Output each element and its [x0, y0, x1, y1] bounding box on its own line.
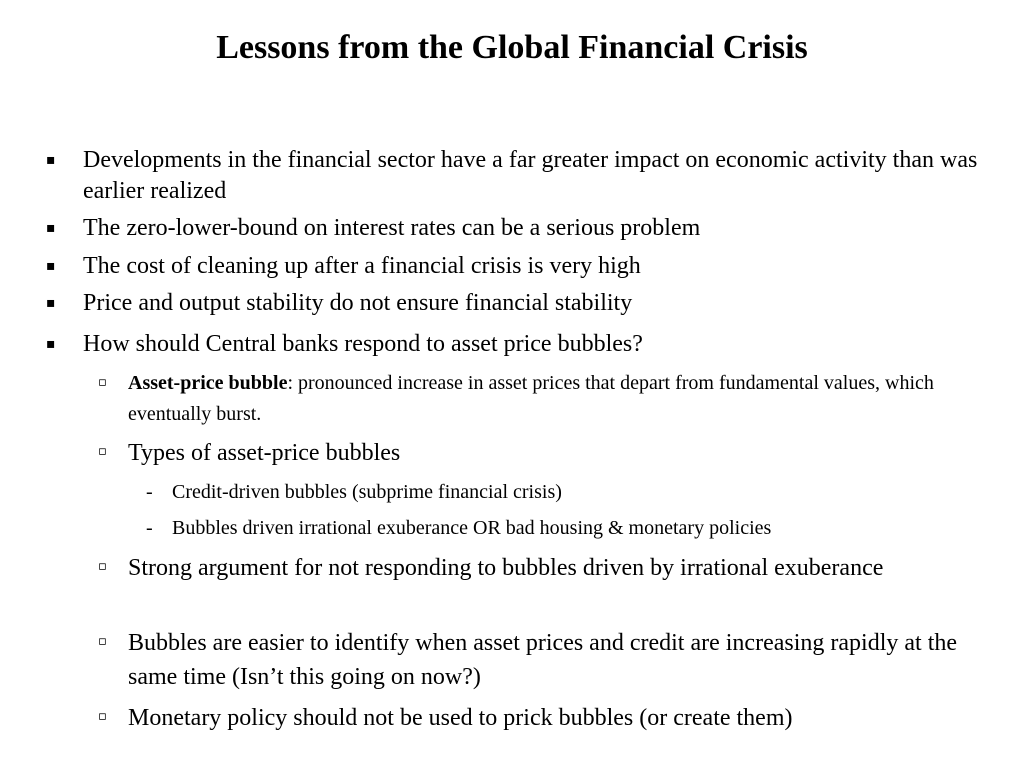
bullet-item [46, 145, 983, 207]
bullet-item [46, 329, 983, 360]
sub-sub-bullet-item [146, 479, 992, 505]
sub-sub-bullet-text: Credit-driven bubbles (subprime financial crisis) [172, 481, 562, 503]
square-bullet-icon: ▪ [46, 336, 56, 352]
square-bullet-icon: ▪ [46, 152, 56, 168]
sub-bullet-text: Strong argument for not responding to bubbles driven by irrational exuberance [128, 555, 884, 581]
sub-bullet-item [98, 626, 988, 694]
sub-bullet-text: Types of asset-price bubbles [128, 440, 401, 466]
sub-sub-bullet-item [146, 515, 992, 541]
square-bullet-icon: ▪ [46, 295, 56, 311]
bullet-item [46, 251, 983, 282]
hollow-square-bullet-icon: ▫ [98, 559, 107, 574]
sub-bullet-text: Bubbles are easier to identify when asset prices and credit are increasing rapidly at the same time (Isn’t this going on now?) [128, 630, 958, 690]
sub-bullet-item [98, 701, 988, 735]
bullet-item [46, 213, 983, 244]
hollow-square-bullet-icon: ▫ [98, 444, 107, 459]
sub-bullet-item [98, 368, 988, 430]
sub-bullet-item [98, 436, 988, 470]
square-bullet-icon: ▪ [46, 220, 56, 236]
dash-bullet-icon: - [146, 481, 153, 503]
bullet-text: How should Central banks respond to asset price bubbles? [83, 331, 643, 357]
hollow-square-bullet-icon: ▫ [98, 634, 107, 649]
bullet-text: The cost of cleaning up after a financial crisis is very high [83, 253, 641, 279]
bullet-text: Developments in the financial sector have a far greater impact on economic activity than was earlier realized [83, 147, 978, 204]
sub-bullet-text: Monetary policy should not be used to prick bubbles (or create them) [128, 705, 793, 731]
square-bullet-icon: ▪ [46, 258, 56, 274]
definition-term: Asset-price bubble [128, 372, 288, 394]
sub-bullet-item [98, 551, 988, 585]
slide-title: Lessons from the Global Financial Crisis [216, 29, 808, 66]
bullet-item [46, 288, 983, 319]
bullet-text: Price and output stability do not ensure financial stability [83, 290, 633, 316]
hollow-square-bullet-icon: ▫ [98, 375, 107, 390]
sub-sub-bullet-text: Bubbles driven irrational exuberance OR bad housing & monetary policies [172, 517, 772, 539]
dash-bullet-icon: - [146, 517, 153, 539]
definition-text: : pronounced increase in asset prices that depart from fundamental values, which eventually burst. [128, 372, 934, 425]
bullet-text: The zero-lower-bound on interest rates can be a serious problem [83, 215, 701, 241]
hollow-square-bullet-icon: ▫ [98, 709, 107, 724]
